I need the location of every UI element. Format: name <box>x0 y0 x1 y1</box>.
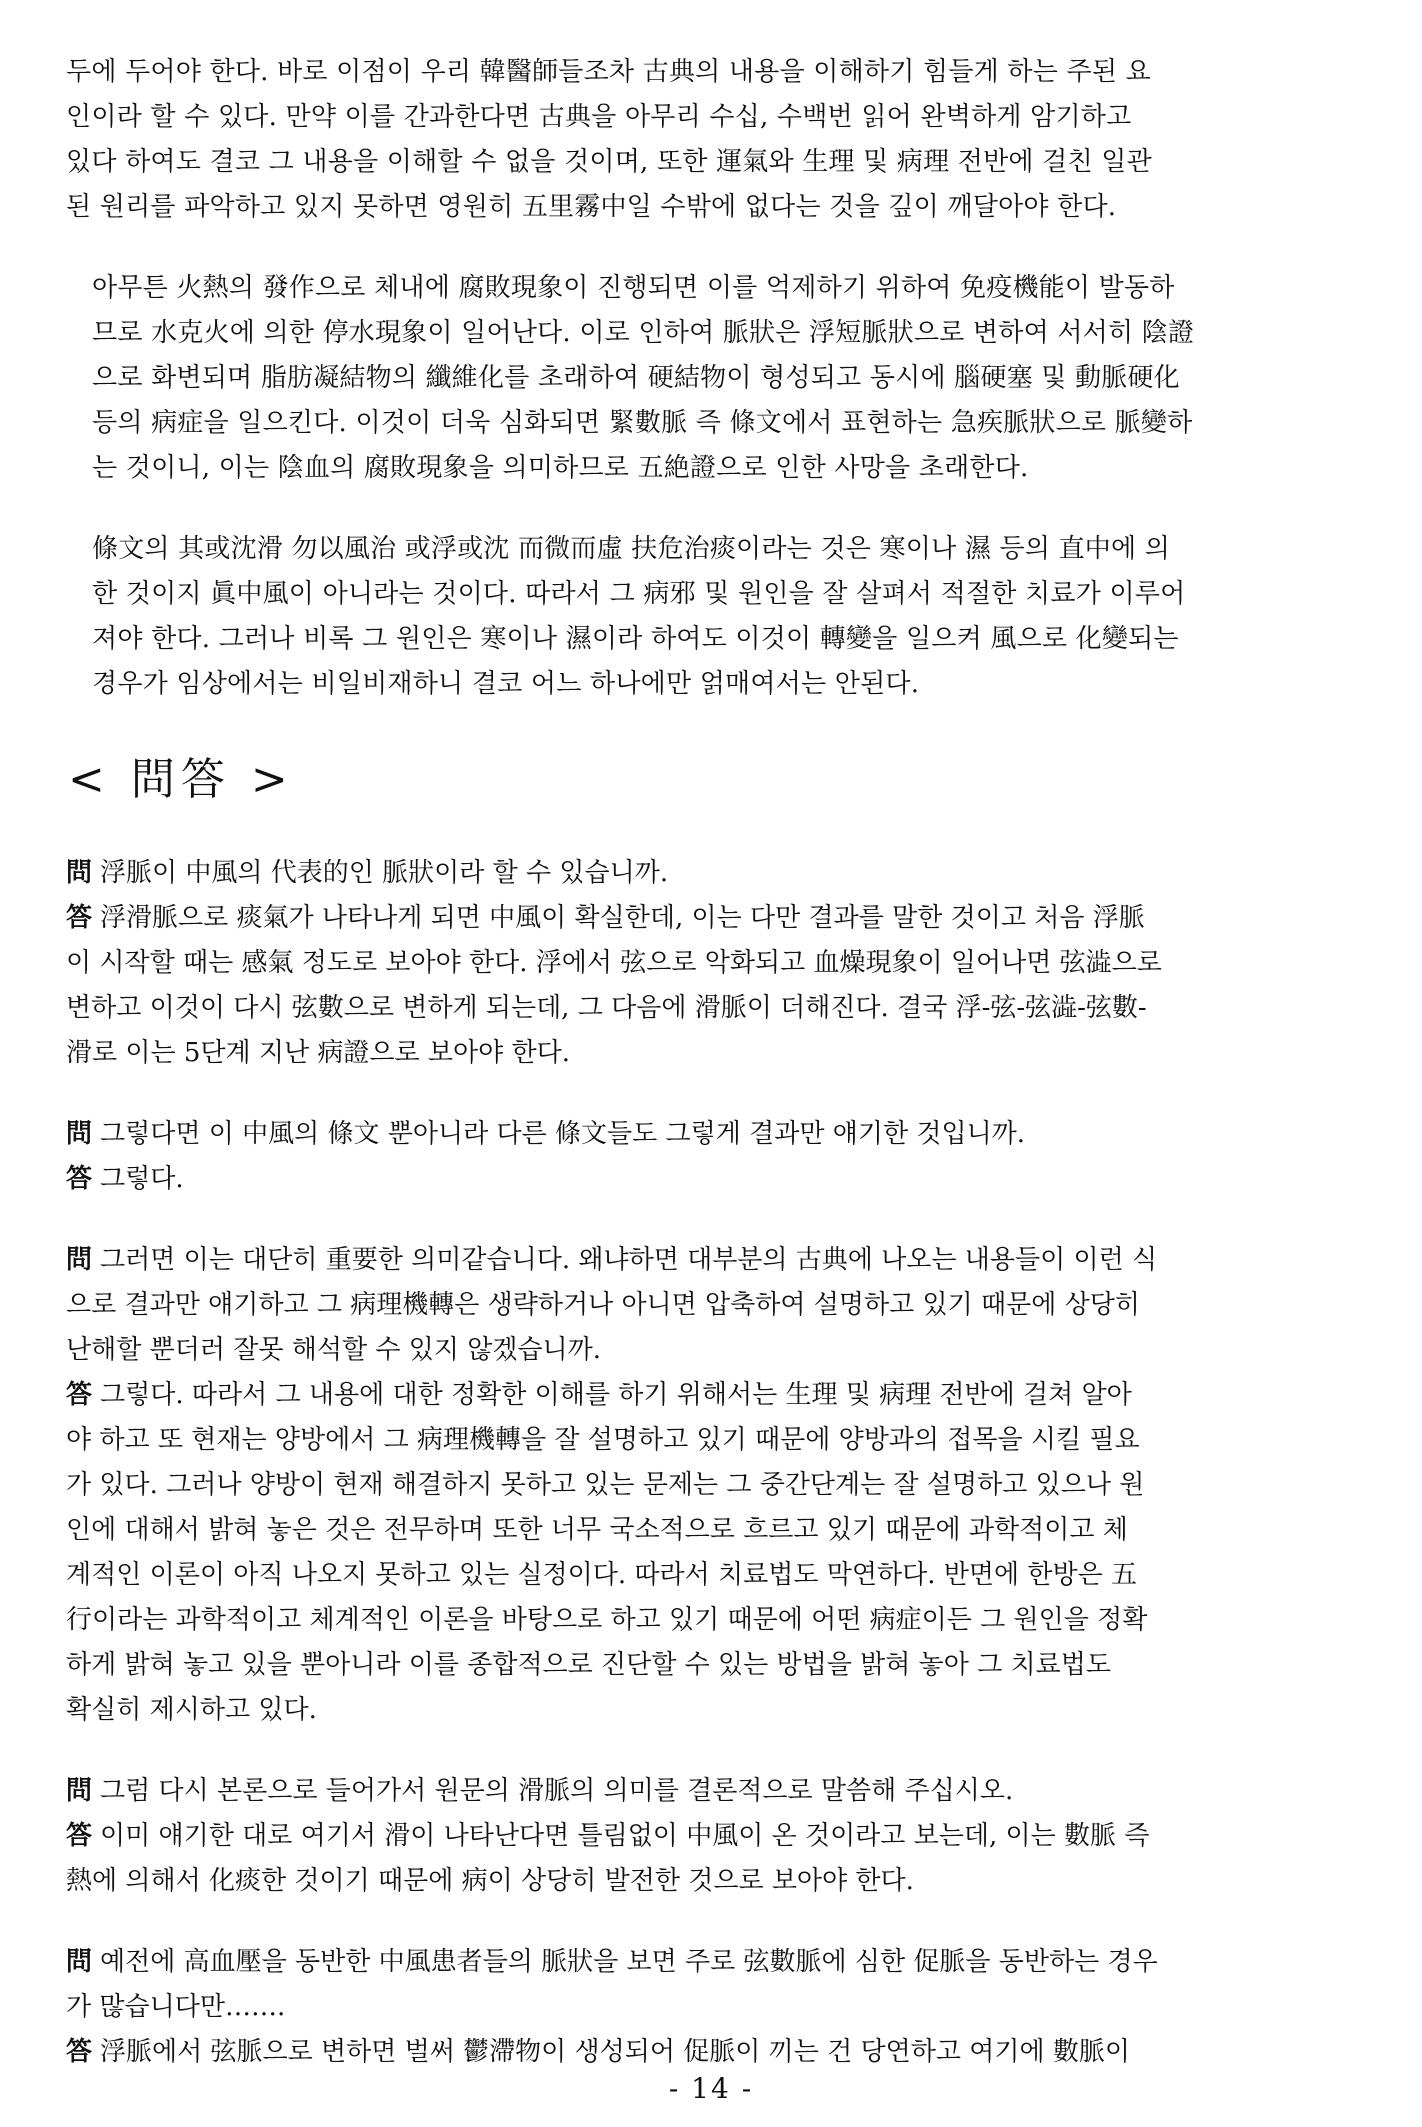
answer-mark: 答 <box>66 2037 93 2067</box>
page-content <box>66 50 1356 2111</box>
text-line: 된 원리를 파악하고 있지 못하면 영원히 五里霧中일 수밖에 없다는 것을 깊이 깨달아야 한다. <box>66 192 1117 222</box>
question-line <box>66 1769 1356 1814</box>
question-line: 가 많습니다만……. <box>66 1992 286 2022</box>
answer-mark: 答 <box>66 1380 93 1410</box>
answer-line: 가 있다. 그러나 양방이 현재 해결하지 못하고 있는 문제는 그 중간단계는 잘 설명하고 있으나 원 <box>66 1470 1145 1500</box>
text-line: 므로 水克火에 의한 停水現象이 일어난다. 이로 인하여 脈狀은 浮短脈狀으로 변하여 서서히 陰證 <box>92 318 1195 348</box>
question-line <box>66 851 1356 896</box>
answer-line: 하게 밝혀 놓고 있을 뿐아니라 이를 종합적으로 진단할 수 있는 방법을 밝혀 놓아 그 치료법도 <box>66 1650 1111 1680</box>
question-mark: 問 <box>66 1947 93 1977</box>
answer-line: 行이라는 과학적이고 체계적인 이론을 바탕으로 하고 있기 때문에 어떤 病症이든 그 원인을 정확 <box>66 1605 1148 1635</box>
question-text: 예전에 高血壓을 동반한 中風患者들의 脈狀을 보면 주로 弦數脈에 심한 促脈을 동반하는 경우 <box>100 1947 1158 1977</box>
qa-block-1 <box>66 851 1356 1076</box>
text-line: 두에 두어야 한다. 바로 이점이 우리 韓醫師들조차 古典의 내용을 이해하기 힘들게 하는 주된 요 <box>66 57 1151 87</box>
qa-block-2 <box>66 1112 1356 1202</box>
answer-line: 熱에 의해서 化痰한 것이기 때문에 病이 상당히 발전한 것으로 보아야 한다. <box>66 1866 914 1896</box>
question-text: 그렇다면 이 中風의 條文 뿐아니라 다른 條文들도 그렇게 결과만 얘기한 것입니까. <box>100 1119 1026 1149</box>
question-mark: 問 <box>66 1119 93 1149</box>
question-line <box>66 1940 1356 1985</box>
question-text: 그럼 다시 본론으로 들어가서 원문의 滑脈의 의미를 결론적으로 말씀해 주십시오. <box>100 1776 1014 1806</box>
answer-line <box>66 1373 1356 1418</box>
question-mark: 問 <box>66 1245 93 1275</box>
answer-line: 확실히 제시하고 있다. <box>66 1695 317 1725</box>
answer-line <box>66 1157 1356 1202</box>
text-line: 으로 화변되며 脂肪凝結物의 纖維化를 초래하여 硬結物이 형성되고 동시에 腦硬塞 및 動脈硬化 <box>92 363 1180 393</box>
answer-line <box>66 896 1356 941</box>
text-line: 인이라 할 수 있다. 만약 이를 간과한다면 古典을 아무리 수십, 수백번 읽어 완벽하게 암기하고 <box>66 102 1132 132</box>
question-mark: 問 <box>66 1776 93 1806</box>
answer-line: 계적인 이론이 아직 나오지 못하고 있는 실정이다. 따라서 치료법도 막연하다. 반면에 한방은 五 <box>66 1560 1137 1590</box>
answer-line: 滑로 이는 5단계 지난 病證으로 보아야 한다. <box>66 1038 571 1068</box>
qa-block-5 <box>66 1940 1356 2075</box>
section-title: < 問答 > <box>68 754 294 805</box>
question-mark: 問 <box>66 858 93 888</box>
question-text: 그러면 이는 대단히 重要한 의미같습니다. 왜냐하면 대부분의 古典에 나오는 내용들이 이런 식 <box>100 1245 1158 1275</box>
text-line: 아무튼 火熱의 發作으로 체내에 腐敗現象이 진행되면 이를 억제하기 위하여 免疫機能이 발동하 <box>92 273 1175 303</box>
qa-block-4 <box>66 1769 1356 1904</box>
qa-block-3 <box>66 1238 1356 1733</box>
answer-text: 그렇다. 따라서 그 내용에 대한 정확한 이해를 하기 위해서는 生理 및 病理 전반에 걸쳐 알아 <box>100 1380 1132 1410</box>
text-line: 져야 한다. 그러나 비록 그 원인은 寒이나 濕이라 하여도 이것이 轉變을 일으켜 風으로 化變되는 <box>92 624 1179 654</box>
text-line: 경우가 임상에서는 비일비재하니 결코 어느 하나에만 얽매여서는 안된다. <box>92 669 920 699</box>
answer-line <box>66 2030 1356 2075</box>
text-line: 條文의 其或沈滑 勿以風治 或浮或沈 而微而虛 扶危治痰이라는 것은 寒이나 濕 등의 直中에 의 <box>92 534 1171 564</box>
answer-line: 이 시작할 때는 感氣 정도로 보아야 한다. 浮에서 弦으로 악화되고 血燥現象이 일어나면 弦澁으로 <box>66 948 1162 978</box>
answer-line: 인에 대해서 밝혀 놓은 것은 전무하며 또한 너무 국소적으로 흐르고 있기 때문에 과학적이고 체 <box>66 1515 1128 1545</box>
answer-mark: 答 <box>66 1164 93 1194</box>
text-line: 는 것이니, 이는 陰血의 腐敗現象을 의미하므로 五絶證으로 인한 사망을 초래한다. <box>92 453 1029 483</box>
answer-line: 변하고 이것이 다시 弦數으로 변하게 되는데, 그 다음에 滑脈이 더해진다. 결국 浮-弦-弦澁-弦數- <box>66 993 1147 1023</box>
answer-mark: 答 <box>66 903 93 933</box>
answer-line: 야 하고 또 현재는 양방에서 그 病理機轉을 잘 설명하고 있기 때문에 양방과의 접목을 시킬 필요 <box>66 1425 1140 1455</box>
answer-text: 이미 얘기한 대로 여기서 滑이 나타난다면 틀림없이 中風이 온 것이라고 보는데, 이는 數脈 즉 <box>100 1821 1150 1851</box>
question-line: 난해할 뿐더러 잘못 해석할 수 있지 않겠습니까. <box>66 1335 602 1365</box>
answer-text: 浮滑脈으로 痰氣가 나타나게 되면 中風이 확실한데, 이는 다만 결과를 말한 것이고 처음 浮脈 <box>100 903 1145 933</box>
question-text: 浮脈이 中風의 代表的인 脈狀이라 할 수 있습니까. <box>100 858 669 888</box>
paragraph-3 <box>66 527 1356 707</box>
question-line <box>66 1238 1356 1283</box>
question-line: 으로 결과만 얘기하고 그 病理機轉은 생략하거나 아니면 압축하여 설명하고 있기 때문에 상당히 <box>66 1290 1140 1320</box>
answer-text: 그렇다. <box>100 1164 184 1194</box>
paragraph-2 <box>66 266 1356 491</box>
question-line <box>66 1112 1356 1157</box>
page-number: - 14 - <box>668 2072 754 2105</box>
paragraph-1 <box>66 50 1356 230</box>
answer-mark: 答 <box>66 1821 93 1851</box>
text-line: 등의 病症을 일으킨다. 이것이 더욱 심화되면 緊數脈 즉 條文에서 표현하는 急疾脈狀으로 脈變하 <box>92 408 1193 438</box>
text-line: 한 것이지 眞中風이 아니라는 것이다. 따라서 그 病邪 및 원인을 잘 살펴서 적절한 치료가 이루어 <box>92 579 1186 609</box>
text-line: 있다 하여도 결코 그 내용을 이해할 수 없을 것이며, 또한 運氣와 生理 및 病理 전반에 걸친 일관 <box>66 147 1152 177</box>
answer-text: 浮脈에서 弦脈으로 변하면 벌써 鬱滯物이 생성되어 促脈이 끼는 건 당연하고 여기에 數脈이 <box>100 2037 1130 2067</box>
answer-line <box>66 1814 1356 1859</box>
